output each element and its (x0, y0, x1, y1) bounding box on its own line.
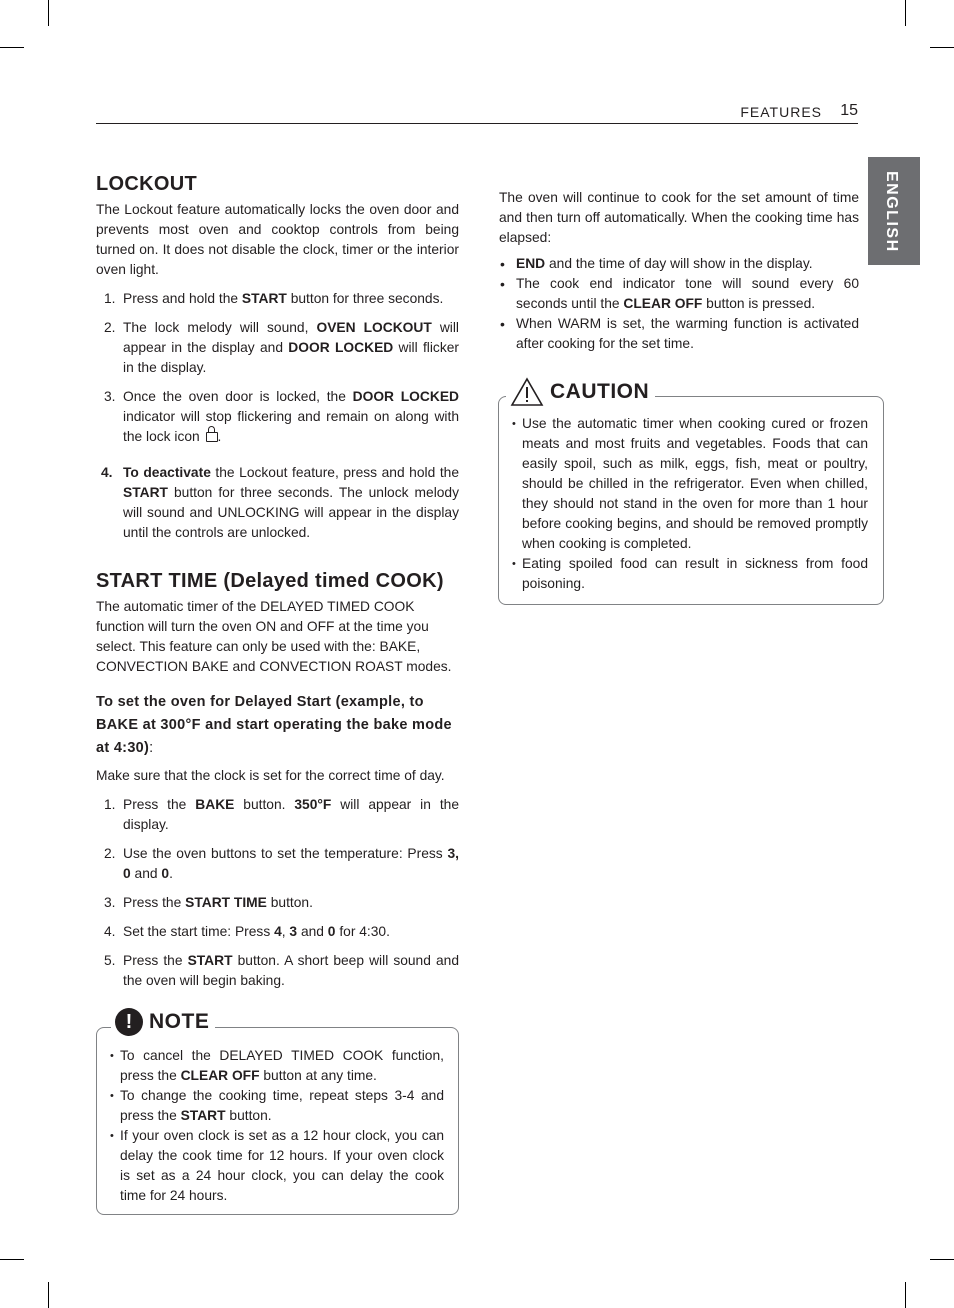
start-time-title: START TIME (Delayed timed COOK) (96, 570, 444, 592)
section-name: FEATURES (740, 104, 822, 120)
lockout-steps (96, 289, 459, 543)
crop-mark (905, 1282, 906, 1308)
page-number: 15 (840, 102, 858, 119)
delayed-start-steps (96, 795, 459, 991)
list-item: 3. Once the oven door is locked, the DOOR LOCKED indicator will stop flickering and remain on along with the lock icon . (104, 389, 459, 444)
start-time-intro: The automatic timer of the DELAYED TIMED COOK function will turn the oven ON and OFF at the time you select. This feature can only be used with the: BAKE, CONVECTION BAKE and CONVECTION ROAST modes. (96, 599, 452, 674)
list-item: 1. Press and hold the START button for three seconds. (104, 291, 444, 306)
left-column (96, 172, 459, 1215)
list-item: 1. Press the BAKE button. 350°F will appear in the display. (104, 797, 460, 832)
note-box (96, 1010, 459, 1215)
warning-triangle-icon (510, 377, 544, 407)
list-item: • Use the automatic timer when cooking cured or frozen meats and most fruits and vegetables. Foods that can easily spoil, such as milk, eggs, fish, meat or poultry, should be chilled in the refrigerator. Even when chilled, they should not stand in the oven for more than 1 hour before cooking begins, and should be removed promptly when cooking is completed. (512, 414, 868, 554)
list-item: • To cancel the DELAYED TIMED COOK function, press the CLEAR OFF button at any time. (110, 1046, 444, 1086)
list-item: 3. Press the START TIME button. (104, 895, 313, 910)
crop-mark (0, 47, 24, 48)
crop-mark (930, 1259, 954, 1260)
list-item: • If your oven clock is set as a 12 hour clock, you can delay the cook time for 12 hours. If your oven clock is set as a 24 hour clock, you can delay the cook time for 24 hours. (110, 1126, 444, 1206)
lockout-intro: The Lockout feature automatically locks the oven door and prevents most oven and cooktop controls from being turned on. It does not disable the clock, timer or the interior oven light. (96, 202, 459, 277)
list-item: 4. Set the start time: Press 4, 3 and 0 for 4:30. (104, 924, 390, 939)
list-item: • When WARM is set, the warming function is activated after cooking for the set time. (499, 314, 859, 354)
list-item: • END and the time of day will show in the display. (499, 254, 859, 274)
language-tab (868, 157, 920, 265)
page-header (96, 104, 858, 124)
lock-icon (206, 432, 218, 442)
exclamation-circle-icon: ! (115, 1008, 143, 1036)
caution-list (512, 414, 868, 594)
note-list (110, 1046, 444, 1206)
delayed-start-subhead: To set the oven for Delayed Start (example, to BAKE at 300°F and start operating the bake mode at 4:30): (96, 694, 452, 756)
lockout-title: LOCKOUT (96, 173, 197, 195)
crop-mark (930, 47, 954, 48)
list-item: • To change the cooking time, repeat steps 3-4 and press the START button. (110, 1086, 444, 1126)
right-column (499, 188, 868, 605)
list-item: 5. Press the START button. A short beep will sound and the oven will begin baking. (104, 953, 459, 988)
crop-mark (48, 1282, 49, 1308)
crop-mark (0, 1259, 24, 1260)
caution-box (498, 380, 884, 605)
language-tab-label: ENGLISH (883, 171, 900, 253)
note-heading: ! NOTE (111, 1008, 215, 1036)
list-item: • The cook end indicator tone will sound every 60 seconds until the CLEAR OFF button is pressed. (499, 274, 859, 314)
pre-step-text: Make sure that the clock is set for the correct time of day. (96, 768, 445, 783)
cook-end-list (499, 254, 859, 354)
cook-end-intro: The oven will continue to cook for the set amount of time and then turn off automatically. When the cooking time has elapsed: (499, 190, 859, 245)
caution-heading: CAUTION (506, 377, 655, 407)
list-item: 2. The lock melody will sound, OVEN LOCKOUT will appear in the display and DOOR LOCKED will flicker in the display. (104, 320, 459, 375)
list-item: • Eating spoiled food can result in sickness from food poisoning. (512, 554, 868, 594)
list-item: 4. To deactivate the Lockout feature, press and hold the START button for three seconds. The unlock melody will sound and UNLOCKING will appear in the display until the controls are unlocked. (101, 465, 459, 540)
list-item: 2. Use the oven buttons to set the temperature: Press 3, 0 and 0. (104, 846, 459, 881)
crop-mark (905, 0, 906, 26)
crop-mark (48, 0, 49, 26)
